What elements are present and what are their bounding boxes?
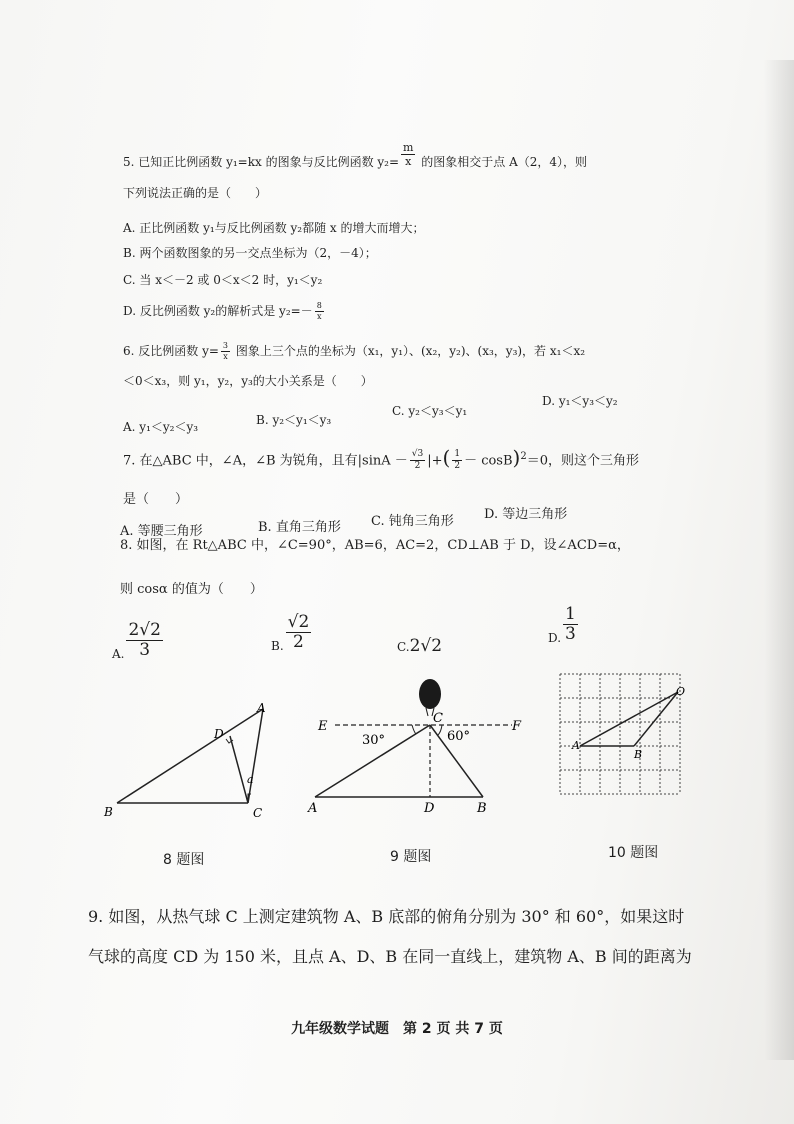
q7-exponent: 2	[520, 451, 527, 462]
fig9-angle-arc-left	[412, 725, 416, 734]
fig9-angle-arc-right	[438, 725, 442, 735]
q9-line1: 9. 如图，从热气球 C 上测定建筑物 A、B 底部的俯角分别为 30° 和 60°，如果这时	[88, 907, 685, 926]
q6-option-c: C. y₂＜y₃＜y₁	[392, 404, 468, 418]
q5-opt-d-text: D. 反比例函数 y₂的解析式是 y₂=－	[123, 304, 313, 318]
q7-option-a: A. 等腰三角形	[120, 524, 203, 539]
q7-text-pre: 7. 在△ABC 中，∠A，∠B 为锐角，且有	[123, 453, 358, 469]
fig8-segment-ac	[248, 709, 263, 803]
q6-frac-num: 3	[222, 341, 229, 350]
q8-opt-a-num: 2√2	[128, 620, 161, 640]
q5-option-b: B. 两个函数图象的另一交点坐标为（2，－4）；	[123, 246, 377, 260]
q8-opt-b-label: B.	[271, 639, 284, 653]
q8-opt-c-label: C.	[397, 640, 410, 654]
fig10-label-a: A	[572, 739, 580, 752]
fig8-segment-ab	[117, 709, 263, 803]
q7-line1	[123, 446, 639, 472]
fig9-hot-air-balloon-icon	[419, 679, 441, 709]
q7-option-b: B. 直角三角形	[258, 520, 341, 535]
q6-text-pre: 6. 反比例函数 y=	[123, 344, 219, 358]
q7-line2: 是（ ）	[123, 492, 189, 507]
fig9-label-c: C	[433, 711, 443, 726]
fig10-label-b: B	[634, 748, 643, 761]
q7-paren-post: － cosB	[464, 453, 513, 469]
fig9-label-f: F	[512, 719, 522, 734]
q8-option-a	[112, 622, 165, 659]
q5-opt-d-num: 8	[316, 301, 322, 310]
fig8-caption: 8 题图	[163, 852, 205, 868]
fig8-segment-cd	[230, 736, 248, 803]
fig9-label-60-degrees: 60°	[447, 729, 471, 744]
q5-line2: 下列说法正确的是（ ）	[123, 186, 268, 200]
q7-paren-close: )	[512, 445, 521, 470]
fig9-label-30-degrees: 30°	[362, 733, 386, 748]
q5-text-post: 的图象相交于点 A（2，4），则	[417, 155, 588, 169]
fig10-segment-ao	[580, 692, 678, 746]
figure-9	[300, 672, 540, 822]
q8-opt-b-den: 2	[293, 632, 304, 652]
q8-option-d	[548, 606, 580, 643]
fig9-label-b: B	[477, 801, 487, 816]
fig10-grid	[560, 674, 680, 794]
q7-option-c: C. 钝角三角形	[371, 514, 454, 529]
q6-option-a: A. y₁＜y₂＜y₃	[123, 420, 199, 434]
q8-opt-d-fraction	[563, 606, 578, 643]
fig8-label-c: C	[253, 806, 263, 820]
q8-line1: 8. 如图，在 Rt△ABC 中，∠C=90°，AB=6，AC=2，CD⊥AB 于 D，设∠ACD=α，	[120, 538, 630, 553]
q7-option-d: D. 等边三角形	[484, 507, 568, 522]
q7-abs-pre: |sinA －	[357, 453, 408, 469]
page-edge-shadow	[764, 60, 794, 1060]
q5-fraction	[401, 142, 415, 167]
fig9-label-a: A	[308, 801, 318, 816]
fig10-segment-bo	[634, 692, 678, 746]
q7-sqrt3-over-2	[410, 450, 425, 471]
q6-line2: ＜0＜x₃，则 y₁，y₂，y₃的大小关系是（ ）	[123, 374, 373, 388]
q9-line2: 气球的高度 CD 为 150 米，且点 A、D、B 在同一直线上，建筑物 A、B 间的距离为	[88, 947, 692, 966]
fig8-label-alpha: a	[247, 773, 254, 786]
q8-opt-b-num: √2	[287, 612, 310, 632]
q5-frac-den: x	[405, 155, 412, 168]
q7-text-post: ＝0，则这个三角形	[526, 453, 639, 469]
q5-opt-d-den: x	[316, 312, 322, 321]
q8-opt-d-label: D.	[548, 631, 562, 645]
q7-sqrt-num: √3	[411, 449, 424, 460]
q7-half-den: 2	[414, 461, 421, 472]
q7-one-half	[452, 450, 462, 471]
fig9-caption: 9 题图	[390, 849, 432, 865]
fig9-label-e: E	[318, 719, 328, 734]
q5-option-d	[123, 302, 326, 321]
q5-option-a: A. 正比例函数 y₁与反比例函数 y₂都随 x 的增大而增大；	[123, 221, 425, 235]
q8-opt-c-value: 2√2	[409, 636, 443, 656]
fig9-balloon-rope-left	[426, 708, 428, 716]
q6-fraction	[221, 342, 230, 361]
q6-line1	[123, 342, 585, 361]
q7-paren-open: (	[442, 445, 451, 470]
q6-text-post: 图象上三个点的坐标为（x₁，y₁）、(x₂，y₂)、(x₃，y₃)，若 x₁＜x₂	[232, 344, 586, 358]
q8-opt-b-fraction	[286, 614, 312, 651]
q7-abs-post: |+	[427, 453, 443, 469]
figure-10	[550, 664, 690, 808]
q8-opt-a-den: 3	[139, 640, 151, 660]
fig8-label-b: B	[104, 805, 113, 819]
q8-opt-d-num: 1	[565, 604, 576, 624]
q7-paren-num: 1	[454, 449, 461, 460]
q7-paren-den: 2	[454, 461, 461, 472]
q5-frac-num: m	[403, 141, 414, 154]
q8-opt-a-label: A.	[112, 647, 125, 661]
q8-opt-d-den: 3	[565, 624, 576, 644]
fig9-label-d: D	[424, 801, 435, 816]
fig8-label-d: D	[214, 727, 224, 741]
q8-line2: 则 cosα 的值为（ ）	[120, 582, 263, 597]
q5-opt-d-fraction	[315, 302, 324, 321]
q5-text-pre: 5. 已知正比例函数 y₁=kx 的图象与反比例函数 y₂=	[123, 155, 400, 169]
q6-option-d: D. y₁＜y₃＜y₂	[542, 394, 618, 408]
q5-line1	[123, 141, 588, 175]
q6-frac-den: x	[223, 352, 228, 361]
page-footer: 九年级数学试题 第 2 页 共 7 页	[291, 1021, 503, 1037]
q8-option-c	[397, 636, 442, 656]
figure-8	[100, 696, 280, 826]
q5-option-c: C. 当 x＜－2 或 0＜x＜2 时，y₁＜y₂	[123, 273, 323, 287]
fig10-caption: 10 题图	[608, 845, 659, 861]
q8-opt-a-fraction	[126, 622, 162, 659]
q8-option-b	[271, 614, 313, 651]
q6-option-b: B. y₂＜y₁＜y₃	[256, 413, 332, 427]
fig10-label-o: O	[676, 685, 686, 698]
fig8-label-a: A	[257, 701, 266, 715]
